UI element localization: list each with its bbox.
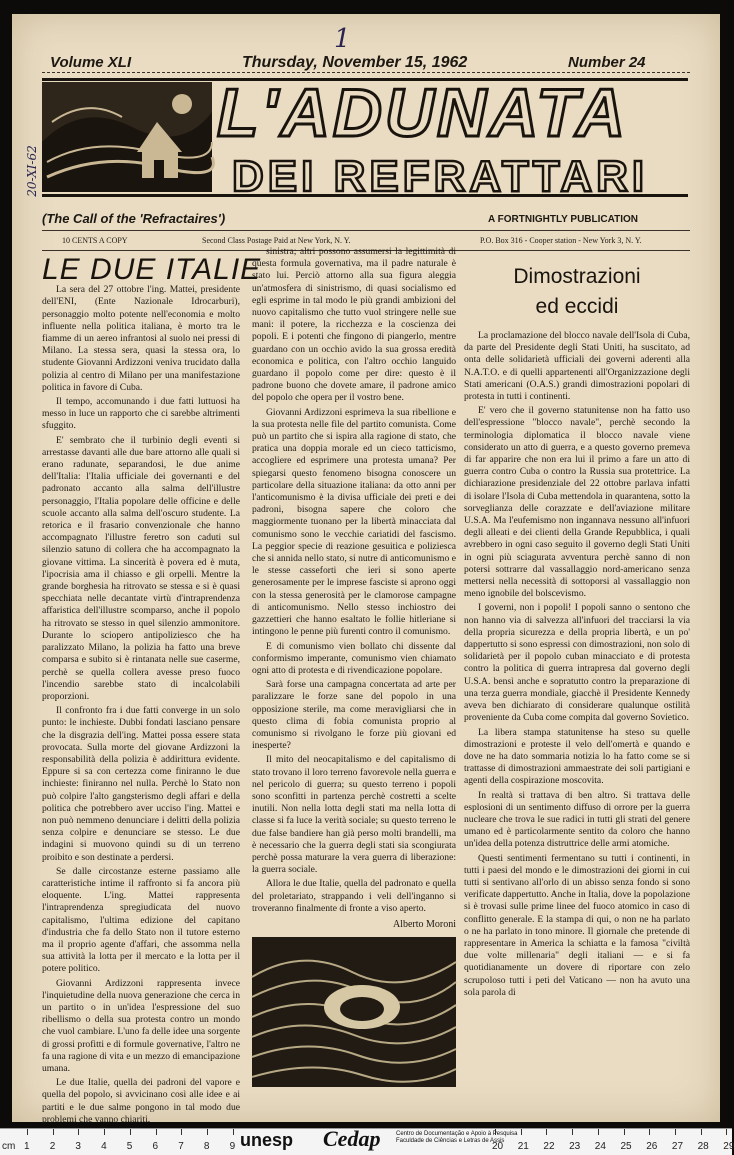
postage-note: Second Class Postage Paid at New York, N. Y. [202,236,351,245]
cedap-caption [396,1131,517,1145]
masthead-woodcut-illustration [42,82,212,192]
ruler-number: 29 [723,1141,734,1152]
ruler-number: 24 [594,1141,606,1152]
unesp-logo: unesp [240,1130,294,1150]
article2-title [464,262,690,322]
paragraph: E' sembrato che il turbinio degli eventi si arrestasse davanti alle due bare attorno alle quali si erano radunate, separandosi, le due anime dell'Italia: l'Italia ufficiale dei governanti e del padronato accanto alla salma dell'illustre personaggio, l'Italia popolare delle officine e delle scuole accanto alla salma dell'oscuro studente. La retorica e il frasario convenzionale che hanno accompagnato l'illustre feretro son caduti sul silenzio satuno di collera che ha accompagnato la giovane vittima. La sincerità è povera ed è muta, l'ipocrisia ama il chiasso e gli orpelli. Mentre la grande borghesia ha ritrovato se stessa e si è quasi specchiata nelle decantate virtù d'intraprendenza affaristica dell'illustre scomparso, anche il popolo ha ritrovato se stesso in quel silenzio ammonitore. Durante lo sciopero antipoliziesco che ha paralizzato Milano, la polizia ha fatto una breve comparsa e subito si è rintanata nelle sue caserme, perchè se quella collera avesse preso fuoco l'incendio sarebbe stato di incalcolabili proporzioni. [42,434,240,702]
ruler-tick [701,1129,702,1135]
woodcut-illustration [252,937,456,1087]
issue-date: Thursday, November 15, 1962 [242,54,468,71]
paragraph: Giovanni Ardizzoni rappresenta invece l'inquietudine della nuova generazione che cerca in un partito o in un'idea l'espressione del suo ribellismo o della sua protesta contro un mondo che vuol cambiare. L'uno fa delle idee una sorgente di grossi profitti e di formule governative, l'altro ne fa una ragione di vita e un mezzo di emancipazione umana. [42,977,240,1074]
ruler-tick [598,1129,599,1135]
paragraph: Se dalle circostanze esterne passiamo alle caratteristiche intime il raffronto si fa ancora più eloquente. L'ing. Mattei rappresenta l'intraprendenza spregiudicata del nuovo capitalismo, l'ultima edizione del capitano d'industria che fa dello Stato non il tutore esterno ma il proprio agente d'affari, che assomma nella sua attività la lotta per il mercato e la lotta per il potere politico. [42,865,240,975]
ruler-number: 21 [517,1141,529,1152]
ruler-number: 28 [697,1141,709,1152]
publication-frequency: A FORTNIGHTLY PUBLICATION [488,214,638,225]
paragraph: Il tempo, accomunando i due fatti luttuosi ha messo in luce un rapporto che ci sarebbe altrimenti sfuggito. [42,396,240,432]
handwritten-page-number: 1 [334,24,351,54]
ruler-number: 22 [543,1141,555,1152]
paragraph: La sera del 27 ottobre l'ing. Mattei, presidente dell'ENI, (Ente Nazionale Idrocarburi), personaggio molto potente nell'economia e molto influente nella politica italiana, è morto tra le fiamme di un aereo infrantosi al suolo nei pressi di Milano. La stessa sera, quasi la stessa ora, lo studente Giovanni Ardizzoni veniva trucidato dalla polizia al centro di Milano per una manifestazione politica in favore di Cuba. [42,284,240,393]
newspaper-page [12,14,720,1125]
issue-number: Number 24 [568,54,646,71]
ruler-number: 26 [646,1141,658,1152]
ruler-number: 4 [101,1141,107,1152]
paragraph: I governi, non i popoli! I popoli sanno o sentono che non hanno via di salvezza all'infuori del tracciarsi la via della propria sicurezza e della propria libertà, e un po' dappertutto si sono espressi con dimostrazioni, non solo di solidarietà per il popolo cuban minacciato e di protesta contro la politica di guerra intrapresa dal governo degli U.S.A. bensì anche e sopratutto contro la preparazione di una terza guerra mondiale, giacchè il Presidente Kennedy aveva ben dichiarato di considerare qualunque ostilità proveniente da Cuba come compita dal governo Sovietico. [464,602,690,724]
ruler-tick [27,1129,28,1135]
paragraph: In realtà si trattava di ben altro. Si trattava delle esplosioni di un sentimento diffuso di orrore per la guerra nucleare che trova le sue radici in tutti gli strati del genere umano ed è particolarmente sentito da coloro che hanno un'idea della potenza distruttrice delle armi atomiche. [464,789,690,850]
ruler-tick [104,1129,105,1135]
ruler-tick [624,1129,625,1135]
ruler-tick [53,1129,54,1135]
ruler-number: 6 [152,1141,159,1152]
paragraph: Giovanni Ardizzoni esprimeva la sua ribellione e la sua protesta nelle file del partito comunista. Come può un partito che si ispira alla ragione di stato, che pratica una doppia morale ed un cieco tatticismo, accogliere ed esprimere una protesta umana? Per spiegarsi questo fenomeno bisogna conoscere un particolare della situazione italiana: da otto anni per l'anticomunismo è la divisa ufficiale dei preti e dei padroni, bisogna sapere che coloro che maggiormente tuonano per la libertà minacciata dal comunismo sono le vecchie cariatidi del fascismo. La peggior specie di reazione gesuitica e poliziesca che si annida nello stato, si nutre di anticomunismo e le stesse casseforti che ieri si sono aperte generosamente per le imprese fasciste si aprono oggi con la stessa generosità per le clamorose campagne di anticomunismo. Nello stesso inchiostro dei gazzettieri che hanno esaltato le follie hitleriane si intingono le penne più furenti contro il comunismo. [252,406,456,638]
paragraph: Allora le due Italie, quella del padronato e quella del proletariato, strappando i veli dell'inganno si troveranno finalmente di fronte a viso aperto. [252,878,456,914]
paper-subtitle: (The Call of the 'Refractaires') [42,211,226,226]
article1-col1-text [42,284,240,1140]
ruler-tick [181,1129,182,1135]
cedap-logo: Cedap [323,1126,381,1151]
ruler-unit: cm [2,1141,16,1152]
cedap-caption-line1: Centro de Documentação e Apoio à Pesquisa [396,1131,518,1137]
ruler-number: 9 [229,1141,236,1152]
paragraph: Sarà forse una campagna concertata ad arte per paralizzare le forze sane del popolo in una opposizione sterile, ma come meravigliarsi che in questo clima di fobia comunista proprio al comunismo si rivolgano le forze più giovani ed inesperte? [252,679,456,752]
ruler-number: 20 [492,1141,504,1152]
cedap-caption-line2: Faculdade de Ciências e Letras de Assis [396,1138,505,1144]
paragraph: E di comunismo vien bollato chi dissente dal conformismo imperante, comunismo vien chiamato ogni atto di protesta e di rivendicazione popolare. [252,640,456,676]
ruler-number: 23 [569,1141,581,1152]
paragraph: E' vero che il governo statunitense non ha fatto uso dell'espressione "blocco navale", perchè secondo la terminologia diplomatica il blocco navale viene considerato un atto di guerra, e a questo governo premeva di far apparire che non era lui il primo a fare un atto di guerra contro Cuba o contro la Russia sua protettrice. La dichiarazione presidenziale del 22 ottobre parlava infatti di isolare l'Isola di Cuba mettendola in quarantena, sotto la sorveglianza delle corazzate e dell'aviazione militare U.S.A. Ma l'eufemismo non ingannava nessuno all'infuori degli alleati e dei clienti della Grande Repubblica, i quali avrebbero in ogni caso seguito il governo degli Stati Uniti in ogni più sciagurata avventura perchè sanno di non potersi sottrarre dal vassallaggio nord-americano senza mettersi nella necessità di sottoporsi al vassallaggio non meno ignobile del bolscevismo. [464,405,690,600]
ruler-tick [130,1129,131,1135]
handwritten-margin-note: 20-XI-62 [24,145,39,197]
article2-title-line1: Dimostrazioni [513,265,641,288]
paragraph: La proclamazione del blocco navale dell'Isola di Cuba, da parte del Presidente degli Stati Uniti, ha suscitato, ad onta delle solidarietà ufficiali dei governi aderenti alla N.A.T.O. e di quelli appartenenti all'Organizzazione degli Stati americani (O.A.S.) grandi dimostrazioni popolari di protesta in tutti i continenti. [464,330,690,403]
ruler-number: 27 [671,1141,684,1152]
ruler-number: 7 [178,1141,184,1152]
article1-signature: Alberto Moroni [392,918,456,930]
ruler-number: 25 [620,1141,632,1152]
ruler-tick [521,1129,522,1135]
paragraph: Il confronto fra i due fatti converge in un solo punto: le inchieste. Dubbi fondati lasciano pensare che la disgrazia dell'ing. Mattei possa essere stata provocata. Sulla morte del giovane Ardizzoni la responsabilità della polizia è addirittura evidente. Eppure si sa con certezza come finiranno le due inchieste: finiranno nel nulla. Perchè lo Stato non può colpire l'alto gangsterismo degli affari e della politica che potrebbero aver ucciso l'ing. Mattei e non può nemmeno denunciare i delitti della polizia senza colpire e denunciare se stesso. Le due indagini si muovono quindi su di un terreno proibito e son destinate a perdersi. [42,705,240,863]
ruler-tick [233,1129,234,1135]
ruler-number: 1 [24,1141,30,1152]
paragraph: sinistra; altri possono assumersi la legittimità di questa formula governativa, ma il padre naturale è stato lui. Perciò attorno alla sua figura aleggia un'atmosfera di sinistrismo, di quasi socialismo ed egli esprime in tal modo le più grandi ambizioni del nuovo capitalismo che tutto vuol stringere nelle sue mani: il potere, la ricchezza e la coscienza dei popoli. E i potenti che fingono di piangerlo, mentre guardano con un occhio avido la sua grossa eredità economica e politica, con l'altro occhio languido guardano il popolo come per dire: questo è il padrone buono che dovete amare, il padrone amico del popolo che opera per il vostro bene. [252,246,456,404]
paragraph: Questi sentimenti fermentano su tutti i continenti, in tutti i paesi del mondo e le dimostrazioni dei giorni in cui tutti si sentivano all'orlo di un abisso senza fondo si sono verificate dappertutto. Anche in Italia, dove la popolazione si è trovasi sulle prime linee del fuoco atomico in caso di conflitto generale. E la stampa di qui, o non ne ha parlato o ne ha parlato in tono minore. Il giornale che pretende di rappresentare in America la schiatta e la famosa "civiltà due volte millenaria" degli italiani — e si fa quotidianamente un dovere di riportare con zelo scrupoloso tutti i peti del Vaticano — non ha avuto una sola parola di [464,852,690,998]
masthead-title: L'ADUNATA [217,75,628,151]
article2-title-line2: ed eccidi [535,295,619,318]
paragraph: Le due Italie, quella dei padroni del vapore e quella del popolo, si avvicinano così alle idee e ai partiti e le due salme pongono in tal modo due problemi che vanno chiariti. [42,1077,240,1125]
article1-column1 [42,253,262,1142]
volume-label: Volume XLI [50,54,132,71]
article1-title: LE DUE ITALIE [42,253,262,286]
ruler-number: 3 [75,1141,81,1152]
paragraph: Il mito del neocapitalismo e del capitalismo di stato trovano il loro terreno favorevole nella guerra e nel pericolo di guerra; su questo terreno i popoli sono sconfitti in partenza perchè costretti a scelte inutili. Non nella lotta degli stati ma nella lotta di classe si fa luce la verità sociale; su questo terreno le due false bandiere han già perso molti brandelli, ma è necessario che la guerra degli stati sia scongiurata perchè possa maturare la vera guerra di liberazione: la guerra sociale. [252,754,456,876]
masthead-subtitle-title: DEI REFRATTARI [232,152,649,201]
ruler-tick [675,1129,676,1135]
masthead [42,75,688,201]
ruler-tick [572,1129,573,1135]
ruler-tick [207,1129,208,1135]
mailing-address: P.O. Box 316 - Cooper station - New York 3, N. Y. [480,236,642,245]
paragraph: La libera stampa statunitense ha steso su quelle dimostrazioni e proteste il velo dell'omertà e quando e dove ne ha dato sommaria notizia lo ha fatto come se si trattasse di dimostrazioni ammaestrate dei soli partigiani e agenti della cospirazione moscovita. [464,726,690,787]
ruler-tick [78,1129,79,1135]
ruler-number: 2 [49,1141,56,1152]
price-note: 10 CENTS A COPY [62,236,128,245]
ruler-number: 8 [203,1141,210,1152]
ruler-tick [546,1129,547,1135]
ruler-tick [156,1129,157,1135]
article1-column2 [252,246,456,1087]
ruler-tick [649,1129,650,1135]
ruler-tick [726,1129,727,1135]
article1-col2-text [252,246,456,915]
article2-text [464,330,690,999]
ruler-number: 5 [126,1141,133,1152]
article2-column [464,262,690,1001]
